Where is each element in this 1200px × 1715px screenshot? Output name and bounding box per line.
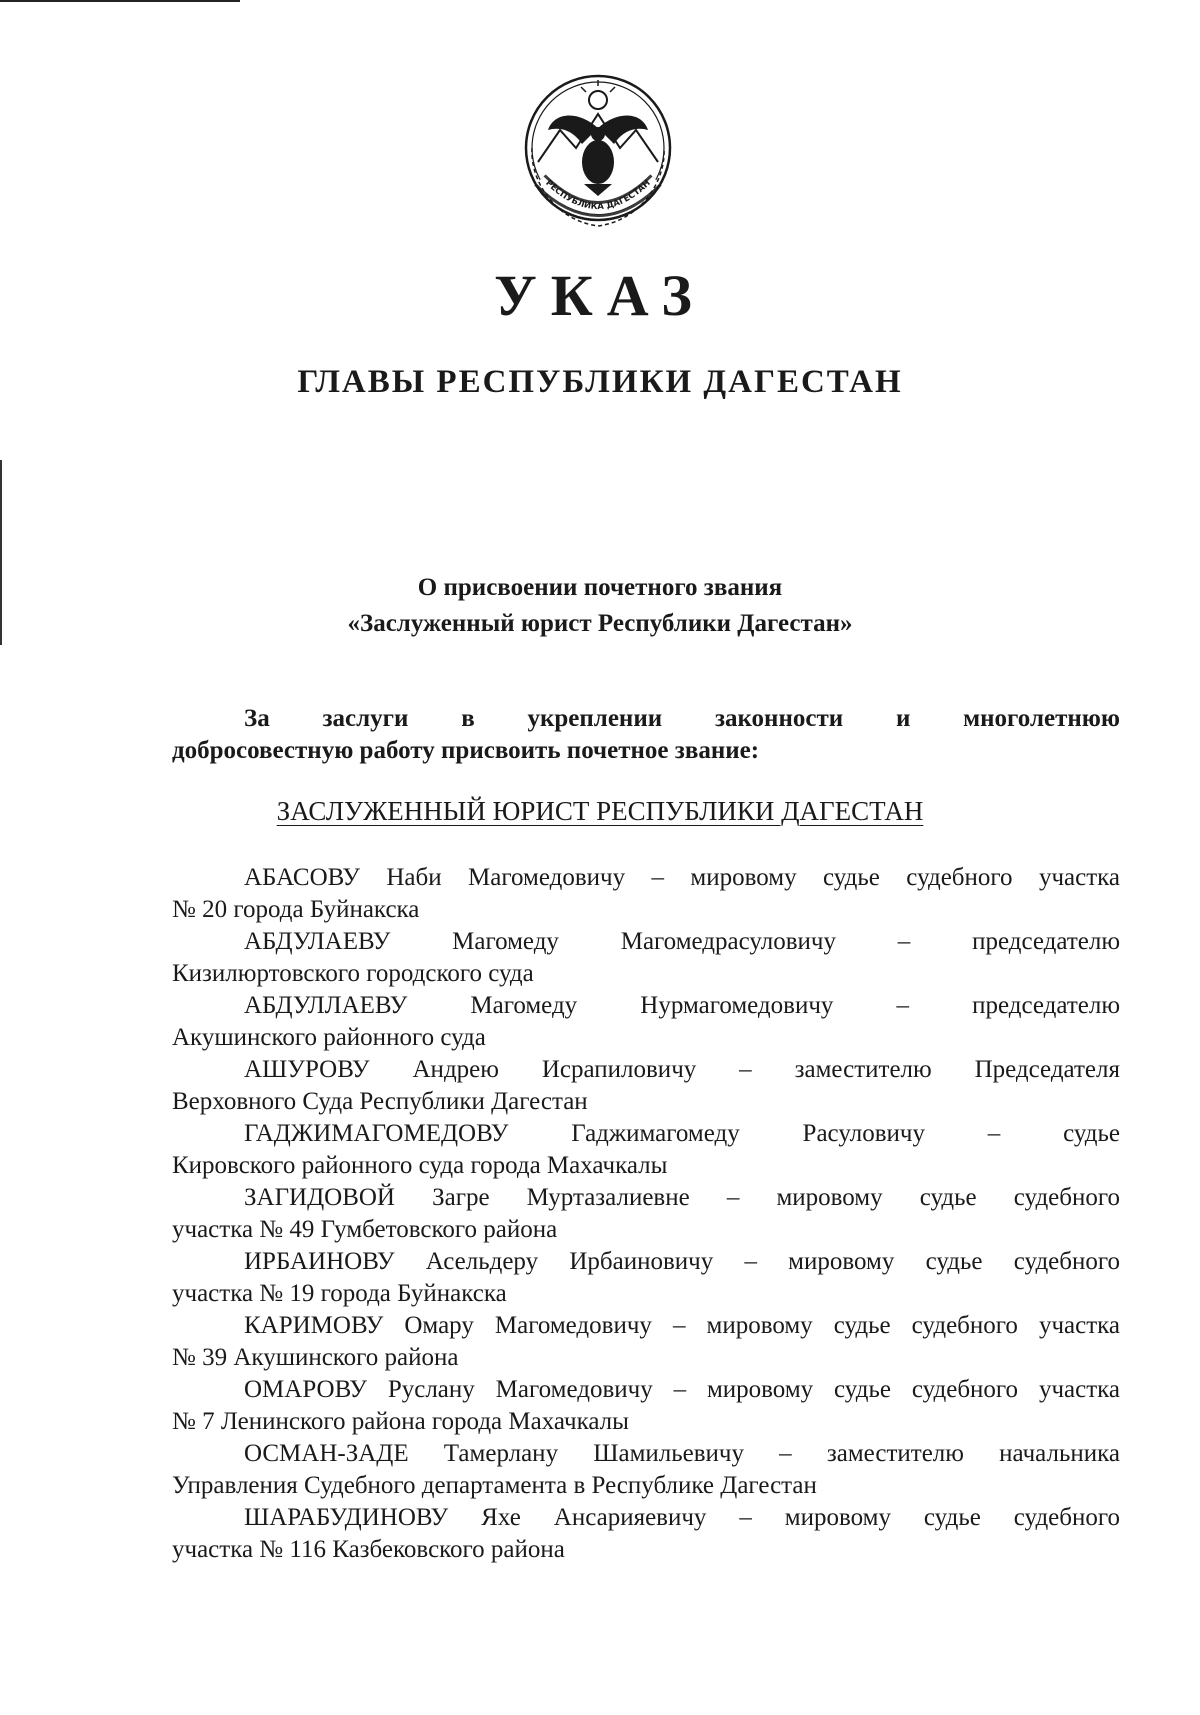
awardee-line-1: ЗАГИДОВОЙ Загре Муртазалиевне – мировому судье судебного <box>244 1184 1120 1211</box>
preamble-word: многолетнюю <box>963 705 1120 732</box>
scan-artifact-line <box>0 0 240 2</box>
preamble-word: и <box>895 705 911 732</box>
dagestan-coat-of-arms-icon <box>518 70 678 240</box>
awardee-line-2: Кировского районного суда города Махачкалы <box>172 1152 668 1179</box>
preamble-word: укреплении <box>527 705 663 732</box>
preamble-word: заслуги <box>322 705 409 732</box>
list-item <box>172 1438 1120 1502</box>
awardee-line-2: участка № 19 города Буйнакска <box>172 1280 507 1307</box>
list-item <box>172 862 1120 926</box>
awardee-line-2: № 39 Акушинского района <box>172 1344 459 1371</box>
list-item <box>172 990 1120 1054</box>
awardee-line-2: участка № 116 Казбековского района <box>172 1536 565 1563</box>
award-title: ЗАСЛУЖЕННЫЙ ЮРИСТ РЕСПУБЛИКИ ДАГЕСТАН <box>276 796 924 826</box>
awardee-line-1: ОСМАН-ЗАДЕ Тамерлану Шамильевичу – заместителю начальника <box>244 1440 1120 1467</box>
awardee-line-2: Кизилюртовского городского суда <box>172 960 534 987</box>
list-item <box>172 1246 1120 1310</box>
decree-preamble <box>172 703 1120 767</box>
list-item <box>172 926 1120 990</box>
awardee-line-1: ШАРАБУДИНОВУ Яхе Ансарияевичу – мировому судье судебного <box>244 1504 1120 1531</box>
list-item <box>172 1374 1120 1438</box>
subject-line-2: «Заслуженный юрист Республики Дагестан» <box>347 610 853 637</box>
awardee-line-1: КАРИМОВУ Омару Магомедовичу – мировому судье судебного участка <box>244 1312 1120 1339</box>
subject-line-1: О присвоении почетного звания <box>417 574 783 601</box>
document-subtitle: ГЛАВЫ РЕСПУБЛИКИ ДАГЕСТАН <box>297 364 903 400</box>
awardee-line-1: АБАСОВУ Наби Магомедовичу – мировому судье судебного участка <box>244 864 1120 891</box>
awardee-line-2: Акушинского районного суда <box>172 1024 486 1051</box>
document-title: УКАЗ <box>494 263 706 328</box>
awardee-line-1: АШУРОВУ Андрею Исрапиловичу – заместителю Председателя <box>244 1056 1120 1083</box>
awardee-line-2: Верховного Суда Республики Дагестан <box>172 1088 588 1115</box>
list-item <box>172 1502 1120 1566</box>
list-item <box>172 1310 1120 1374</box>
awardee-line-2: № 20 города Буйнакска <box>172 896 420 923</box>
awardee-line-2: участка № 49 Гумбетовского района <box>172 1216 558 1243</box>
preamble-word: законности <box>714 705 844 732</box>
preamble-word: в <box>461 705 475 732</box>
scan-artifact-edge <box>0 460 2 645</box>
list-item <box>172 1182 1120 1246</box>
awardee-line-1: ГАДЖИМАГОМЕДОВУ Гаджимагомеду Расуловичу – судье <box>244 1120 1120 1147</box>
list-item <box>172 1118 1120 1182</box>
preamble-line-2: добросовестную работу присвоить почетное звание: <box>172 737 760 764</box>
awardee-line-1: ИРБАИНОВУ Асельдеру Ирбаиновичу – мировому судье судебного <box>244 1248 1120 1275</box>
awardee-list <box>172 862 1120 1566</box>
decree-subject <box>300 570 900 642</box>
preamble-word: За <box>244 705 270 732</box>
list-item <box>172 1054 1120 1118</box>
awardee-line-1: АБДУЛАЕВУ Магомеду Магомедрасуловичу – председателю <box>244 928 1120 955</box>
awardee-line-2: № 7 Ленинского района города Махачкалы <box>172 1408 629 1435</box>
awardee-line-1: АБДУЛЛАЕВУ Магомеду Нурмагомедовичу – председателю <box>244 992 1120 1019</box>
preamble-line-1 <box>172 703 1120 735</box>
awardee-line-1: ОМАРОВУ Руслану Магомедовичу – мировому судье судебного участка <box>244 1376 1120 1403</box>
emblem-ribbon-text: РЕСПУБЛИКА ДАГЕСТАН <box>543 178 653 213</box>
awardee-line-2: Управления Судебного департамента в Республике Дагестан <box>172 1472 817 1499</box>
